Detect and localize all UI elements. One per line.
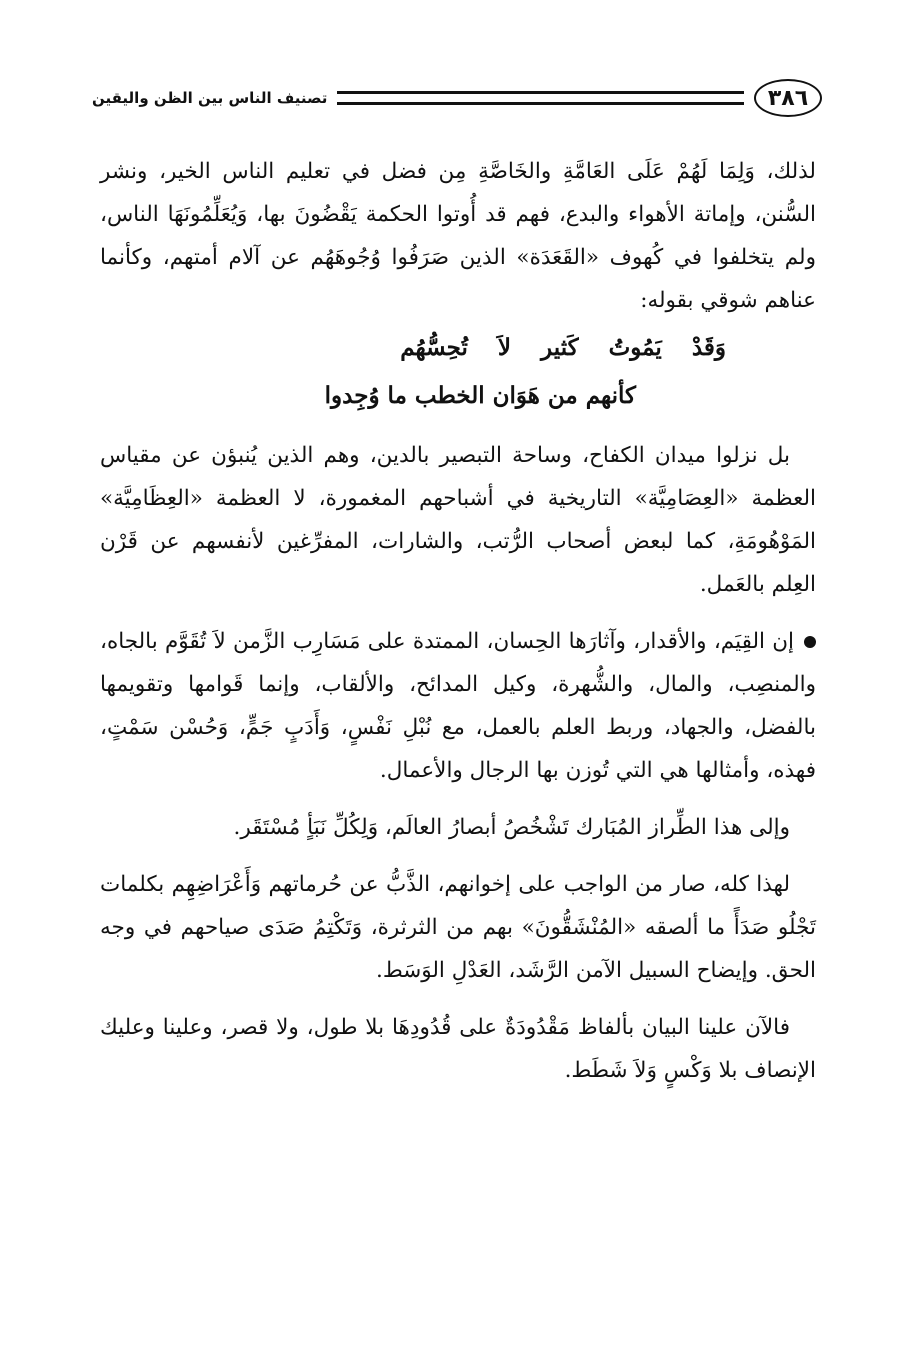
poem-hemistich-2: كأنهم من هَوَان الخطب ما وُجِدوا	[324, 382, 636, 409]
paragraph-4: وإلى هذا الطِّراز المُبَارك تَشْخُصُ أبصارُ العالَم، وَلِكُلِّ نَبَأٍ مُسْتَقَر.	[233, 815, 790, 840]
page-body	[100, 150, 816, 1092]
bullet-icon	[804, 636, 816, 648]
page-header	[92, 74, 822, 122]
poem-verse	[100, 324, 816, 420]
poem-hemistich-1: وَقَدْ يَمُوتُ كَثير لاَ تُحِسُّهُم	[400, 334, 726, 361]
page-number: ٣٨٦	[754, 79, 822, 117]
paragraph-6: فالآن علينا البيان بألفاظ مَقْدُودَةٌ على قُدُودِهَا بلا طول، ولا قصر، وعلينا وعليك الإنصاف بلا وَكْسٍ وَلاَ شَطَط.	[100, 1015, 816, 1083]
paragraph-3-container	[100, 620, 816, 792]
running-title: تصنيف الناس بين الظن واليقين	[92, 89, 328, 107]
paragraph-1: لذلك، وَلِمَا لَهُمْ عَلَى العَامَّةِ والخَاصَّةِ مِن فضل في تعليم الناس الخير، ونشر السُّنن، وإماتة الأهواء والبدع، فهم قد أُوتوا الحكمة يَقْضُونَ بها، وَيُعَلِّمُونَهَا الناس، ولم يتخلفوا في كُهوف «القَعَدَة» الذين صَرَفُوا وُجُوهَهُم عن آلام أمتهم، وكأنما عناهم شوقي بقوله:	[100, 159, 816, 313]
header-rule	[337, 91, 744, 105]
paragraph-5: لهذا كله، صار من الواجب على إخوانهم، الذَّبُّ عن حُرماتهم وَأَعْرَاضِهِم بكلمات تَجْلُو صَدَأً ما ألصقه «المُنْشَقُّونَ» بهم من الثرثرة، وَتَكْتِمُ صَدَى صياحهم في وجه الحق. وإيضاح السبيل الآمن الرَّشَد، العَدْلِ الوَسَط.	[100, 872, 816, 983]
paragraph-2: بل نزلوا ميدان الكفاح، وساحة التبصير بالدين، وهم الذين يُنبؤن عن مقياس العظمة «العِصَامِيَّة» التاريخية في أشباحهم المغمورة، لا العظمة «العِظَامِيَّة» المَوْهُومَةِ، كما لبعض أصحاب الرُّتب، والشارات، المفرِّغين لأنفسهم عن قَرْن العِلم بالعَمل.	[100, 443, 816, 597]
paragraph-3: إن القِيَم، والأقدار، وآثارَها الحِسان، الممتدة على مَسَارِب الزَّمن لاَ تُقَوَّم بالجاه، والمنصِب، والمال، والشُّهرة، وكيل المدائح، والألقاب، وإنما قَوامها وتقويمها بالفضل، والجهاد، وربط العلم بالعمل، مع نُبْلِ نَفْسٍ، وَأَدَبٍ جَمٍّ، وَحُسْن سَمْتٍ، فهذه، وأمثالها هي التي تُوزن بها الرجال والأعمال.	[100, 629, 816, 783]
